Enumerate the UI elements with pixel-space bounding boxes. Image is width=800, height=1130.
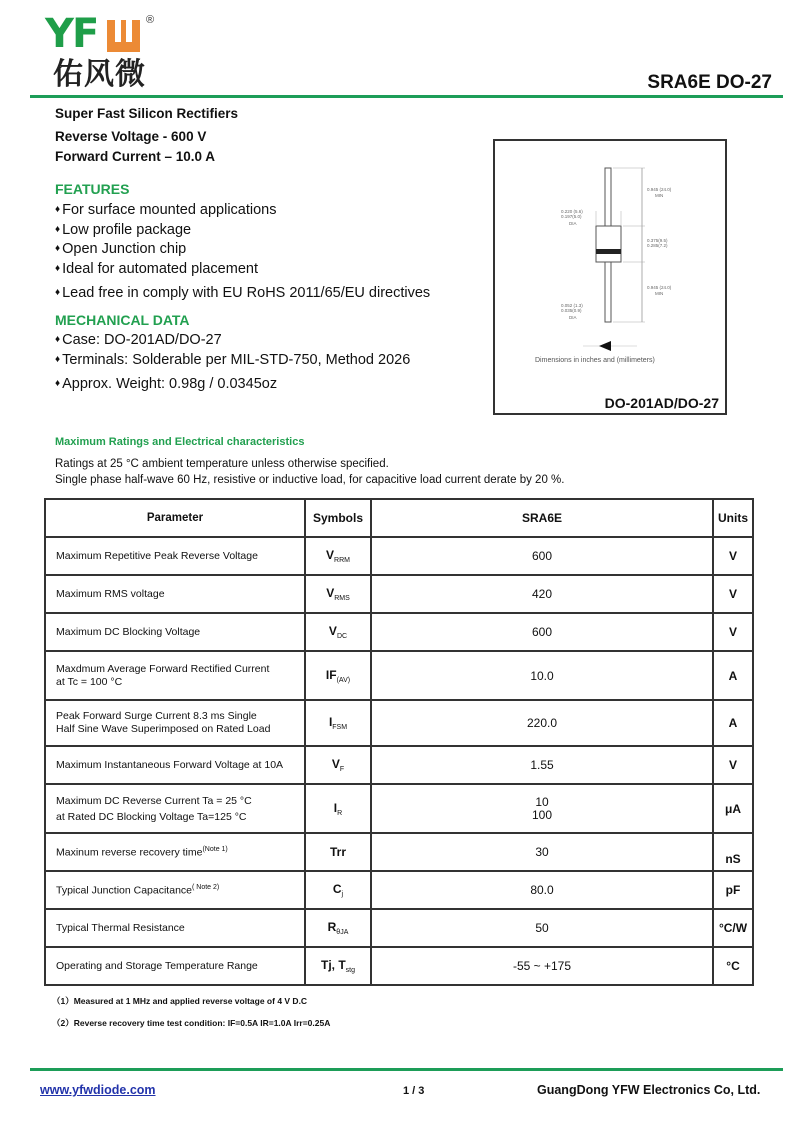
svg-text:0.945 (24.0): 0.945 (24.0) <box>647 187 672 192</box>
footnote-2: （2）Reverse recovery time test condition: IF=0.5A IR=1.0A Irr=0.25A <box>52 1018 331 1028</box>
feature-item: ♦ Ideal for automated placement <box>55 261 258 277</box>
mechanical-item: ♦ Approx. Weight: 0.98g / 0.0345oz <box>55 376 278 392</box>
table-row: Maximum DC Reverse Current Ta = 25 °C at Rated DC Blocking Voltage Ta=125 °C $I_R$ 10 100 μA <box>45 784 753 833</box>
ratings-note-2: Single phase half-wave 60 Hz, resistive or inductive load, for capacitive load current derate by 20 %. <box>55 474 565 486</box>
diamond-bullet-icon: ♦ <box>55 287 61 298</box>
mechanical-item: ♦ Case: DO-201AD/DO-27 <box>55 332 222 348</box>
dimensions-caption: Dimensions in inches and (millimeters) <box>535 357 655 364</box>
diamond-bullet-icon: ♦ <box>55 354 61 365</box>
diamond-bullet-icon: ♦ <box>55 224 61 235</box>
part-title: SRA6E DO-27 <box>647 72 772 93</box>
page-number: 1 / 3 <box>403 1085 425 1097</box>
svg-text:MIN: MIN <box>655 291 664 296</box>
col-header-symbols: Symbols <box>305 499 371 537</box>
feature-item: ♦ Lead free in comply with EU RoHS 2011/65/EU directives <box>55 285 431 301</box>
ratings-title: Maximum Ratings and Electrical characteristics <box>55 436 305 448</box>
website-link[interactable]: www.yfwdiode.com <box>40 1083 156 1097</box>
table-row: Maxdmum Average Forward Rectified Current at Tc = 100 °C $IF_{(AV)}$ 10.0 A <box>45 651 753 700</box>
table-row: Typical Junction Capacitance$^{( Note 2)}$ $C_j$ 80.0 pF <box>45 871 753 909</box>
col-header-parameter: Parameter <box>45 499 305 537</box>
svg-text:0.220 (5.6): 0.220 (5.6) <box>561 209 583 214</box>
footer-divider <box>30 1068 783 1071</box>
table-row: Operating and Storage Temperature Range Tj, $T_{stg}$ -55 ~ +175 °C <box>45 947 753 985</box>
diamond-bullet-icon: ♦ <box>55 334 61 345</box>
company-logo <box>45 11 165 94</box>
package-label: DO-201AD/DO-27 <box>604 395 719 411</box>
diode-outline-icon <box>495 141 725 413</box>
table-row: Maximum DC Blocking Voltage $V_{DC}$ 600 V <box>45 613 753 651</box>
table-row: Maximum Instantaneous Forward Voltage at 10A $V_F$ 1.55 V <box>45 746 753 784</box>
logo-chinese-name: 佑风微 <box>53 57 146 92</box>
table-row: Maximum Repetitive Peak Reverse Voltage $V_{RRM}$ 600 V <box>45 537 753 575</box>
ratings-note-1: Ratings at 25 °C ambient temperature unless otherwise specified. <box>55 458 389 470</box>
table-row: Peak Forward Surge Current 8.3 ms Single Half Sine Wave Superimposed on Rated Load $I_{FSM}$ 220.0 A <box>45 700 753 746</box>
forward-current: Forward Current – 10.0 A <box>55 149 216 164</box>
footnote-1: （1）Measured at 1 MHz and applied reverse voltage of 4 V D.C <box>52 996 308 1006</box>
feature-item: ♦ Low profile package <box>55 222 192 238</box>
logo-letters: YF <box>45 11 98 57</box>
svg-text:0.035(0.9): 0.035(0.9) <box>561 308 582 313</box>
diamond-bullet-icon: ♦ <box>55 243 61 254</box>
svg-text:DIA: DIA <box>569 221 577 226</box>
table-row: Maxinum reverse recovery time$^{(Note 1)}$ Trr 30 nS <box>45 833 753 871</box>
table-header-row <box>45 499 753 537</box>
feature-item: ♦ Open Junction chip <box>55 241 187 257</box>
diamond-bullet-icon: ♦ <box>55 263 61 274</box>
col-header-part: SRA6E <box>371 499 713 537</box>
svg-text:0.375(9.5): 0.375(9.5) <box>647 238 668 243</box>
reverse-voltage: Reverse Voltage - 600 V <box>55 129 207 144</box>
svg-text:DIA: DIA <box>569 315 577 320</box>
ratings-table <box>44 498 754 986</box>
product-type: Super Fast Silicon Rectifiers <box>55 106 239 121</box>
diamond-bullet-icon: ♦ <box>55 204 61 215</box>
svg-text:0.052 (1.3): 0.052 (1.3) <box>561 303 583 308</box>
col-header-units: Units <box>713 499 753 537</box>
package-drawing <box>493 139 727 415</box>
svg-text:MIN: MIN <box>655 193 664 198</box>
registered-mark: ® <box>146 14 155 26</box>
table-row: Typical Thermal Resistance $R_{\theta JA}$ 50 °C/W <box>45 909 753 947</box>
mechanical-item: ♦ Terminals: Solderable per MIL-STD-750, Method 2026 <box>55 352 411 368</box>
table-row: Maximum RMS voltage $V_{RMS}$ 420 V <box>45 575 753 613</box>
header-divider <box>30 95 783 98</box>
diamond-bullet-icon: ♦ <box>55 378 61 389</box>
svg-text:0.945 (24.0): 0.945 (24.0) <box>647 285 672 290</box>
svg-text:0.285(7.2): 0.285(7.2) <box>647 243 668 248</box>
svg-text:0.197(5.0): 0.197(5.0) <box>561 214 582 219</box>
company-name: GuangDong YFW Electronics Co, Ltd. <box>537 1083 761 1097</box>
features-heading: FEATURES <box>55 181 130 197</box>
feature-item: ♦ For surface mounted applications <box>55 202 277 218</box>
logo-u-mark-icon <box>107 20 140 52</box>
mechanical-heading: MECHANICAL DATA <box>55 312 190 328</box>
